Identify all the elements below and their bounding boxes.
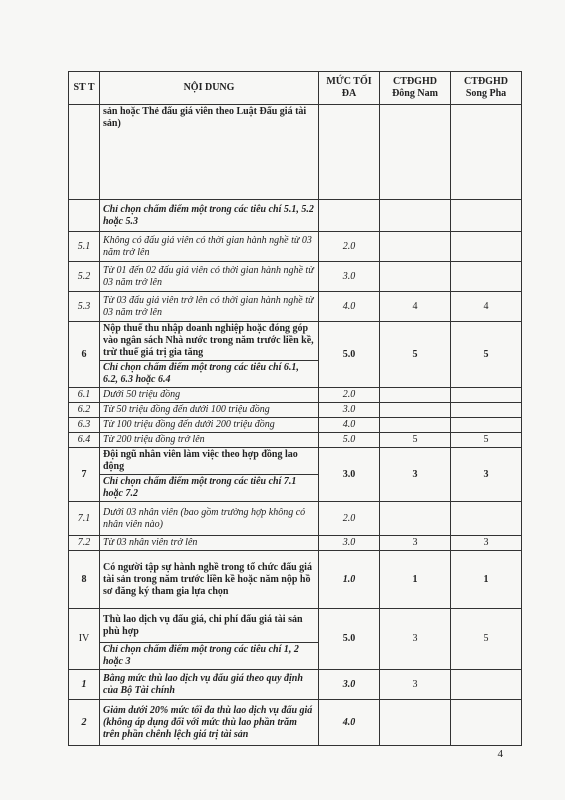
cell-muc: 5.0 [319, 433, 380, 448]
cell-muc: 4.0 [319, 418, 380, 433]
cell-stt: IV [69, 609, 100, 670]
cell-muc [319, 200, 380, 232]
cell-sp [451, 670, 522, 700]
table-row [69, 551, 522, 609]
cell-dn [380, 105, 451, 200]
cell-content: Nộp thuế thu nhập doanh nghiệp hoặc đóng góp vào ngân sách Nhà nước trong năm trước liền kề, trừ thuế giá trị gia tăng [100, 322, 319, 361]
cell-muc: 4.0 [319, 700, 380, 746]
cell-muc: 3.0 [319, 262, 380, 292]
cell-muc: 3.0 [319, 670, 380, 700]
table-header-row [69, 72, 522, 105]
table-row [69, 609, 522, 643]
cell-dn [380, 700, 451, 746]
cell-dn: 5 [380, 322, 451, 388]
cell-dn: 4 [380, 292, 451, 322]
cell-content: Từ 50 triệu đồng đến dưới 100 triệu đồng [100, 403, 319, 418]
cell-sp: 3 [451, 448, 522, 502]
cell-sp [451, 262, 522, 292]
cell-dn [380, 502, 451, 536]
table-row [69, 448, 522, 475]
cell-sp: 3 [451, 536, 522, 551]
header-song-pha: CTĐGHD Song Pha [451, 72, 522, 105]
cell-sp [451, 200, 522, 232]
cell-muc: 2.0 [319, 502, 380, 536]
cell-content: Từ 01 đến 02 đấu giá viên có thời gian hành nghề từ 03 năm trở lên [100, 262, 319, 292]
cell-content: Từ 03 đấu giá viên trở lên có thời gian hành nghề từ 03 năm trở lên [100, 292, 319, 322]
table-row [69, 536, 522, 551]
cell-stt: 6 [69, 322, 100, 388]
cell-content: sản hoặc Thẻ đấu giá viên theo Luật Đấu giá tài sản) [100, 105, 319, 200]
cell-sp [451, 418, 522, 433]
cell-sp [451, 105, 522, 200]
cell-dn: 5 [380, 433, 451, 448]
page-number: 4 [497, 748, 503, 760]
cell-sp [451, 403, 522, 418]
cell-stt: 5.2 [69, 262, 100, 292]
cell-content: Bằng mức thù lao dịch vụ đấu giá theo quy định của Bộ Tài chính [100, 670, 319, 700]
cell-sp: 5 [451, 322, 522, 388]
cell-dn [380, 403, 451, 418]
cell-stt: 1 [69, 670, 100, 700]
cell-stt: 6.2 [69, 403, 100, 418]
cell-dn [380, 388, 451, 403]
cell-stt: 8 [69, 551, 100, 609]
cell-muc: 4.0 [319, 292, 380, 322]
table-row [69, 105, 522, 200]
cell-muc [319, 105, 380, 200]
cell-content: Chỉ chọn chấm điểm một trong các tiêu chí 5.1, 5.2 hoặc 5.3 [100, 200, 319, 232]
cell-sp [451, 388, 522, 403]
cell-content-note: Chỉ chọn chấm điểm một trong các tiêu chí 6.1, 6.2, 6.3 hoặc 6.4 [100, 361, 319, 388]
cell-sp [451, 700, 522, 746]
cell-muc: 5.0 [319, 322, 380, 388]
cell-sp: 5 [451, 609, 522, 670]
cell-content: Không có đấu giá viên có thời gian hành nghề từ 03 năm trở lên [100, 232, 319, 262]
table-row [69, 262, 522, 292]
table-row [69, 388, 522, 403]
cell-muc: 3.0 [319, 536, 380, 551]
cell-content: Dưới 03 nhân viên (bao gồm trường hợp không có nhân viên nào) [100, 502, 319, 536]
table-row [69, 433, 522, 448]
cell-muc: 5.0 [319, 609, 380, 670]
cell-stt: 5.3 [69, 292, 100, 322]
cell-dn: 3 [380, 670, 451, 700]
cell-sp [451, 232, 522, 262]
table-row [69, 403, 522, 418]
cell-stt: 6.4 [69, 433, 100, 448]
cell-content: Có người tập sự hành nghề trong tổ chức đấu giá tài sản trong năm trước liền kề hoặc năm nộp hồ sơ đăng ký tham gia lựa chọn [100, 551, 319, 609]
cell-dn [380, 418, 451, 433]
cell-content: Từ 03 nhân viên trở lên [100, 536, 319, 551]
cell-muc: 2.0 [319, 232, 380, 262]
cell-dn: 1 [380, 551, 451, 609]
table-row [69, 322, 522, 361]
cell-stt: 6.1 [69, 388, 100, 403]
cell-content-note: Chỉ chọn chấm điểm một trong các tiêu chí 7.1 hoặc 7.2 [100, 475, 319, 502]
cell-stt [69, 105, 100, 200]
header-muc: MỨC TỐI ĐA [319, 72, 380, 105]
cell-stt: 7 [69, 448, 100, 502]
cell-dn [380, 232, 451, 262]
table-row [69, 670, 522, 700]
cell-content: Dưới 50 triệu đồng [100, 388, 319, 403]
header-dong-nam: CTĐGHD Đông Nam [380, 72, 451, 105]
cell-content: Từ 200 triệu đồng trở lên [100, 433, 319, 448]
table-row [69, 502, 522, 536]
cell-content: Từ 100 triệu đồng đến dưới 200 triệu đồng [100, 418, 319, 433]
cell-sp: 4 [451, 292, 522, 322]
table-row [69, 232, 522, 262]
cell-stt: 5.1 [69, 232, 100, 262]
cell-sp: 1 [451, 551, 522, 609]
cell-muc: 1.0 [319, 551, 380, 609]
cell-dn [380, 262, 451, 292]
cell-content: Thù lao dịch vụ đấu giá, chi phí đấu giá tài sản phù hợp [100, 609, 319, 643]
cell-content: Giảm dưới 20% mức tối đa thù lao dịch vụ đấu giá (không áp dụng đối với mức thù lao phần trăm trên phần chênh lệch giá trị tài sản [100, 700, 319, 746]
cell-muc: 2.0 [319, 388, 380, 403]
table-row [69, 700, 522, 746]
cell-sp [451, 502, 522, 536]
header-stt: ST T [69, 72, 100, 105]
cell-content-note: Chỉ chọn chấm điểm một trong các tiêu chí 1, 2 hoặc 3 [100, 643, 319, 670]
cell-stt: 6.3 [69, 418, 100, 433]
cell-content: Đội ngũ nhân viên làm việc theo hợp đồng lao động [100, 448, 319, 475]
cell-dn: 3 [380, 448, 451, 502]
criteria-table [68, 71, 522, 746]
cell-stt: 7.1 [69, 502, 100, 536]
cell-dn [380, 200, 451, 232]
table-row [69, 200, 522, 232]
cell-stt: 2 [69, 700, 100, 746]
cell-dn: 3 [380, 536, 451, 551]
cell-muc: 3.0 [319, 403, 380, 418]
cell-sp: 5 [451, 433, 522, 448]
cell-stt: 7.2 [69, 536, 100, 551]
table-row [69, 418, 522, 433]
cell-muc: 3.0 [319, 448, 380, 502]
cell-dn: 3 [380, 609, 451, 670]
header-noidung: NỘI DUNG [100, 72, 319, 105]
table-row [69, 292, 522, 322]
cell-stt [69, 200, 100, 232]
